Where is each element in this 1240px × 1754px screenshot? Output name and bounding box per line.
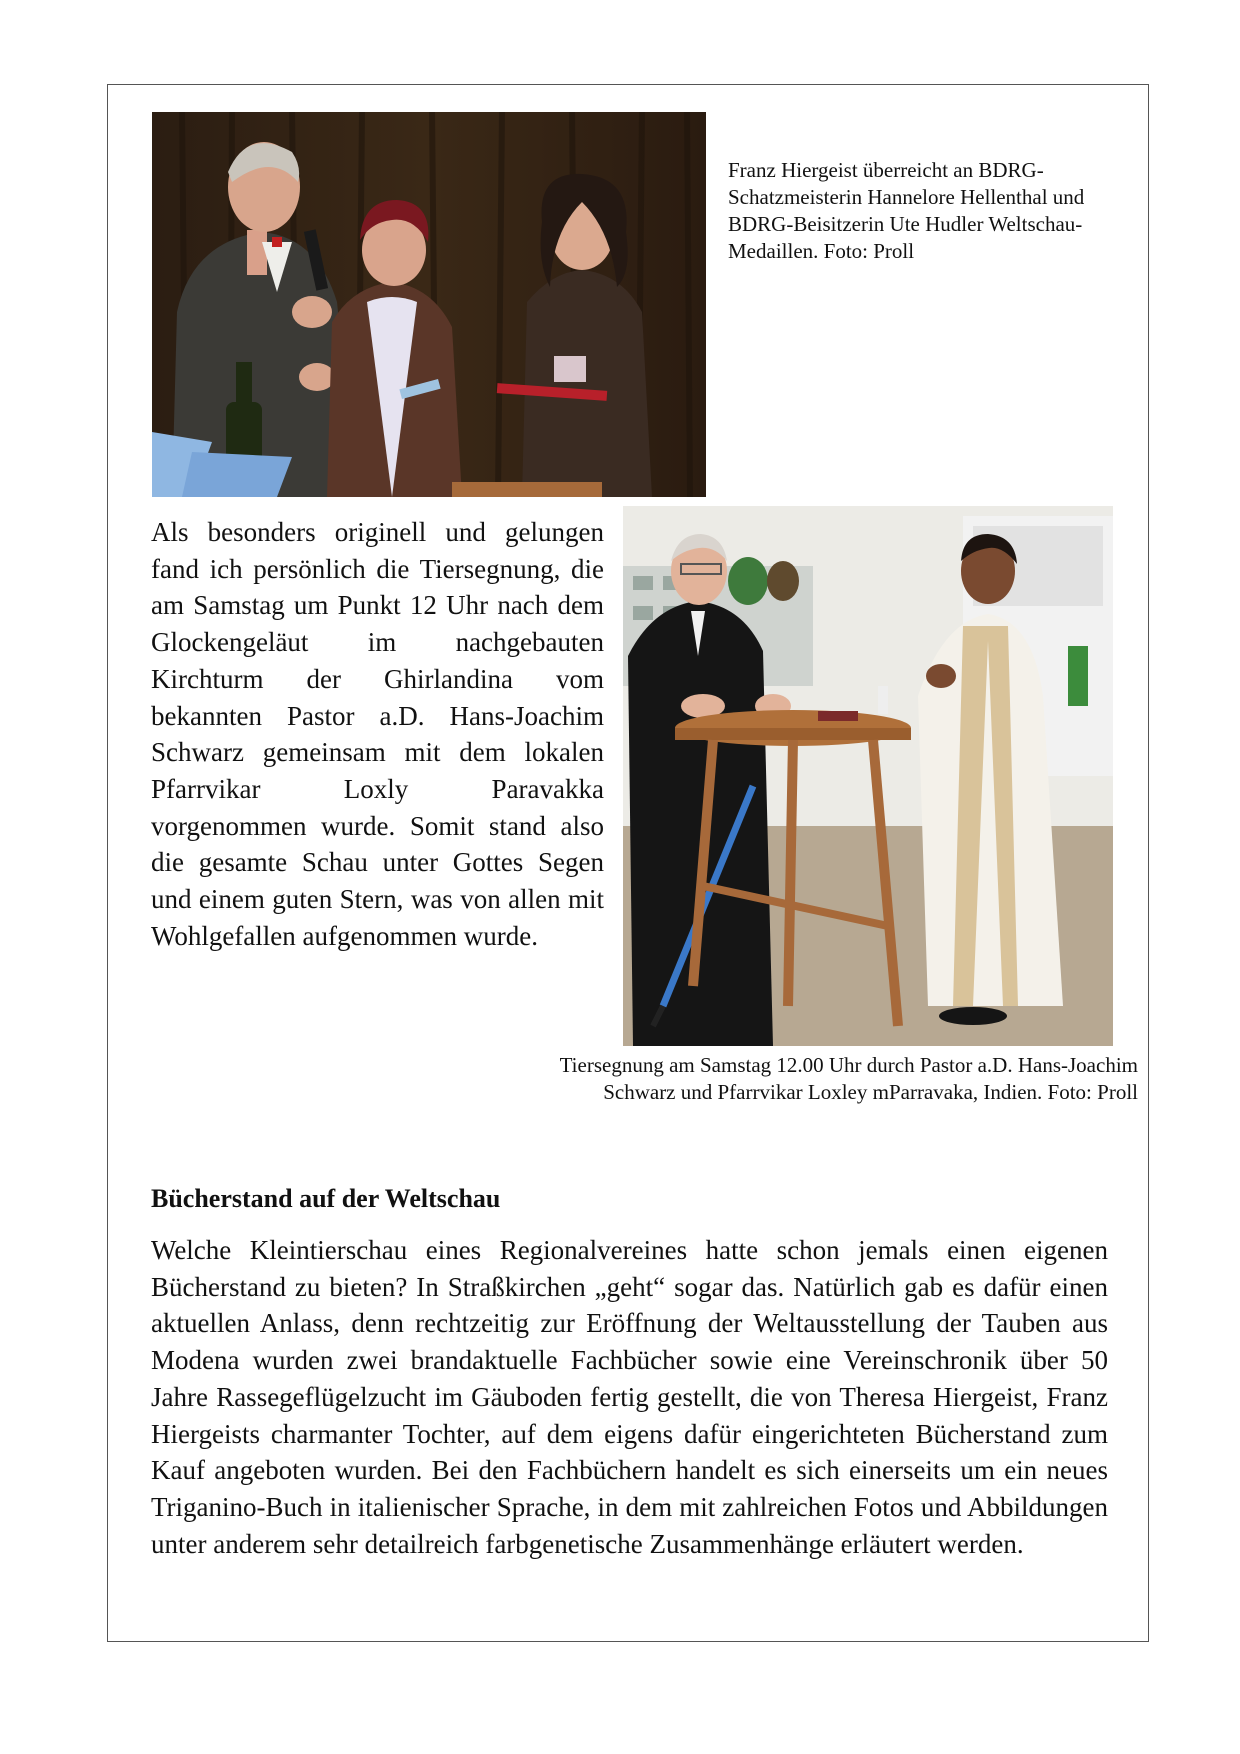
- award-photo-caption: Franz Hiergeist überreicht an BDRG-Schatzmeisterin Hannelore Hellenthal und BDRG-Beisitzerin Ute Hudler Weltschau-Medaillen. Foto: Proll: [728, 158, 1085, 263]
- blessing-paragraph: Als besonders originell und gelungen fand ich persönlich die Tiersegnung, die am Samstag um Punkt 12 Uhr nach dem Glockengeläut im nachgebauten Kirchturm der Ghirlandina vom bekannten Pastor a.D. Hans-Joachim Schwarz gemeinsam mit dem lokalen Pfarrvikar Loxly Paravakka vorgenommen wurde. Somit stand also die gesamte Schau unter Gottes Segen und einem guten Stern, was von allen mit Wohlgefallen aufgenommen wurde.: [151, 517, 604, 951]
- blessing-photo-caption: Tiersegnung am Samstag 12.00 Uhr durch Pastor a.D. Hans-Joachim Schwarz und Pfarrvikar Loxley mParravaka, Indien. Foto: Proll: [559, 1053, 1138, 1104]
- award-photo: [152, 112, 706, 497]
- section-heading: Bücherstand auf der Weltschau: [151, 1184, 501, 1213]
- bookstand-paragraph: Welche Kleintierschau eines Regionalvereines hatte schon jemals einen eigenen Bücherstand zu bieten? In Straßkirchen „geht“ sogar das. Natürlich gab es dafür einen aktuellen Anlass, denn rechtzeitig zur Eröffnung der Weltausstellung der Tauben aus Modena wurden zwei brandaktuelle Fachbücher sowie eine Vereinschronik über 50 Jahre Rassegeflügelzucht im Gäuboden fertig gestellt, die von Theresa Hiergeist, Franz Hiergeists charmanter Tochter, auf dem eigens dafür eingerichteten Bücherstand zum Kauf angeboten wurden. Bei den Fachbüchern handelt es sich einerseits um ein neues Triganino-Buch in italienischer Sprache, in dem mit zahlreichen Fotos und Abbildungen unter anderem sehr detailreich farbgenetische Zusammenhänge erläutert werden.: [151, 1235, 1108, 1559]
- blessing-photo: [623, 506, 1113, 1046]
